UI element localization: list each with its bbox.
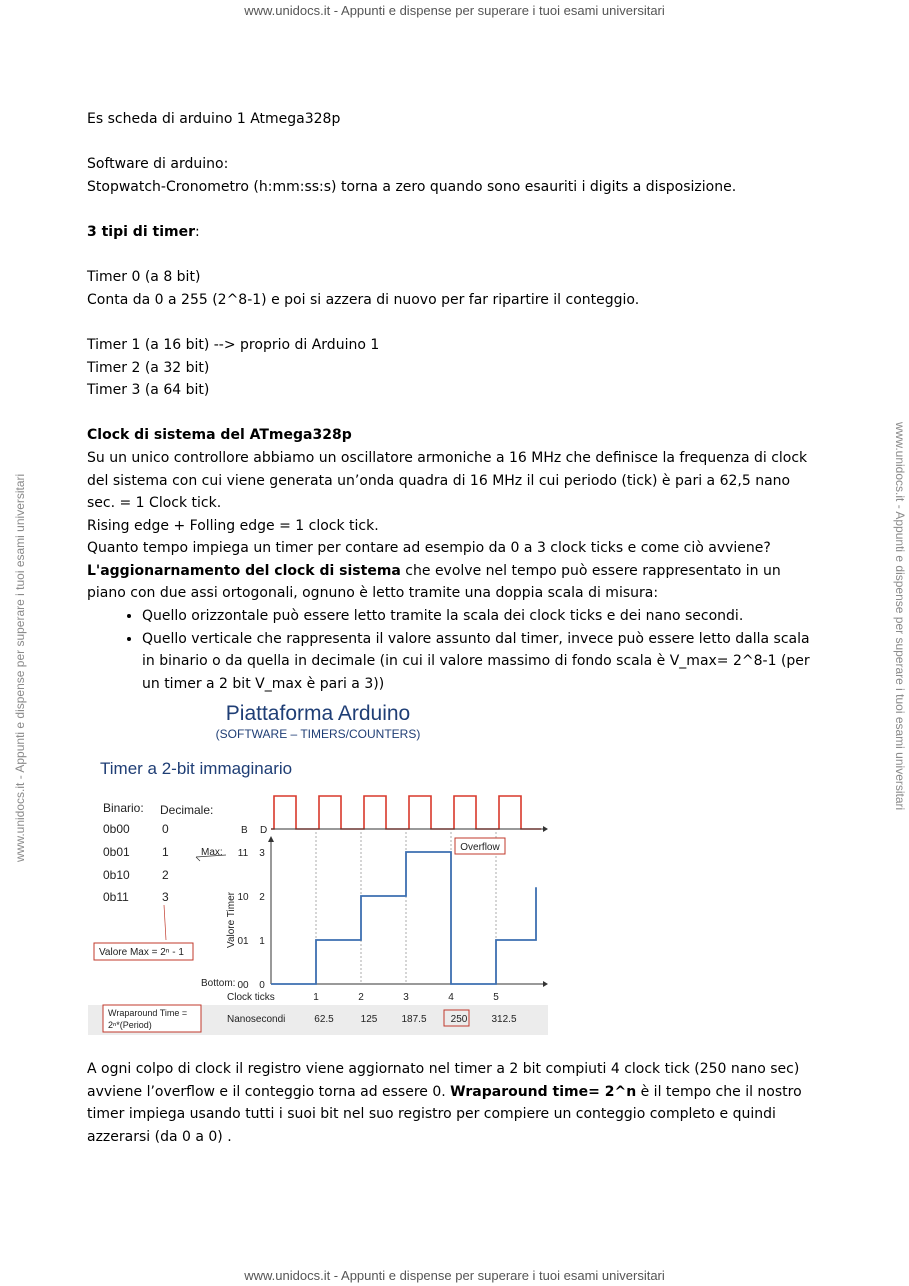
decimale-header: Decimale: xyxy=(160,803,214,817)
conclusion-paragraph xyxy=(87,1058,822,1148)
overflow-label: Overflow xyxy=(460,842,500,853)
label-b: B xyxy=(241,825,248,836)
y-tick-binary: 00 xyxy=(237,980,249,991)
timer1: Timer 1 (a 16 bit) --> proprio di Arduino 1 xyxy=(87,336,380,353)
timer0: Timer 0 (a 8 bit) xyxy=(87,269,201,286)
bottom-label: Bottom: xyxy=(201,978,236,989)
timers-heading xyxy=(87,221,822,244)
y-tick-decimal: 1 xyxy=(259,936,265,947)
row-dec-1: 1 xyxy=(162,845,169,859)
clock-tick-label: 4 xyxy=(448,992,454,1003)
footer-watermark: www.unidocs.it - Appunti e dispense per superare i tuoi esami universitari xyxy=(244,1268,665,1283)
valore-max-label: Valore Max = 2ⁿ - 1 xyxy=(99,947,184,958)
figure-subtitle: (SOFTWARE – TIMERS/COUNTERS) xyxy=(215,727,421,741)
update-paragraph xyxy=(87,560,822,605)
nanosecond-label: 125 xyxy=(360,1014,378,1025)
row-bin-2: 0b10 xyxy=(103,868,130,882)
axis-list xyxy=(87,605,822,695)
y-tick-binary: 01 xyxy=(237,936,249,947)
intro-line: Es scheda di arduino 1 Atmega328p xyxy=(87,111,341,127)
clock-ticks-label: Clock ticks xyxy=(227,992,275,1003)
y-axis-label: Valore Timer xyxy=(226,892,237,948)
row-bin-3: 0b11 xyxy=(103,890,129,904)
header-watermark: www.unidocs.it - Appunti e dispense per superare i tuoi esami universitari xyxy=(244,3,665,18)
software-title: Software di arduino: xyxy=(87,156,229,173)
clock-heading: Clock di sistema del ATmega328p xyxy=(87,427,352,444)
timers-heading-text: 3 tipi di timer xyxy=(87,223,195,240)
max-label: Max: xyxy=(201,847,223,858)
clock-tick-label: 2 xyxy=(358,992,364,1003)
row-dec-0: 0 xyxy=(162,822,169,836)
y-tick-decimal: 2 xyxy=(259,892,265,903)
y-tick-decimal: 3 xyxy=(259,848,265,859)
y-tick-binary: 10 xyxy=(237,892,249,903)
wraparound-bold: Wraparound time= 2^n xyxy=(450,1083,637,1100)
wraparound-line-1: Wraparound Time = xyxy=(108,1008,188,1018)
bullet-horizontal: • Quello orizzontale può essere letto tramite la scala dei clock ticks e dei nano secondi. xyxy=(142,605,822,628)
right-watermark: www.unidocs.it - Appunti e dispense per superare i tuoi esami universitari xyxy=(893,422,907,811)
timers-heading-colon: : xyxy=(194,223,200,240)
clock-tick-label: 1 xyxy=(313,992,319,1003)
wraparound-line-2: 2ⁿ*(Period) xyxy=(108,1020,152,1030)
figure-heading: Timer a 2-bit immaginario xyxy=(100,759,293,778)
nanosecondi-label: Nanosecondi xyxy=(227,1014,286,1025)
document-body xyxy=(87,108,822,695)
row-bin-0: 0b00 xyxy=(103,822,130,836)
clock-paragraph-2: Rising edge + Folling edge = 1 clock tick. xyxy=(87,517,379,534)
nanosecond-label: 187.5 xyxy=(401,1014,427,1025)
update-rest: che evolve nel tempo può essere rappresentato in un piano con due assi ortogonali, ognuno è letto tramite una doppia scala di misura: xyxy=(87,562,781,602)
bullet-vertical: • Quello verticale che rappresenta il valore assunto dal timer, invece può essere letto dalla scala in binario o da quella in decimale (in cui il valore massimo di fondo scala è V_max= 2^8-1 (per un timer a 2 bit V_max è pari a 3)) xyxy=(142,628,822,696)
label-d: D xyxy=(260,825,268,836)
timer2: Timer 2 (a 32 bit) xyxy=(87,359,210,376)
conclusion-text-1: A ogni colpo di clock il registro viene aggiornato nel timer a 2 bit compiuti 4 clock tick (250 nano sec) avviene l’overflow e il conteggio torna ad essere 0. xyxy=(87,1061,800,1100)
figure-title: Piattaforma Arduino xyxy=(225,702,411,725)
conclusion-text-2: è il tempo che il nostro timer impiega usando tutti i suoi bit nel suo registro per compiere un conteggio completo e quindi azzerarsi (da 0 a 0) . xyxy=(87,1083,802,1145)
clock-tick-label: 3 xyxy=(403,992,409,1003)
y-tick-decimal: 0 xyxy=(259,980,265,991)
timer3: Timer 3 (a 64 bit) xyxy=(87,382,210,399)
clock-paragraph-1: Su un unico controllore abbiamo un oscillatore armoniche a 16 MHz che definisce la frequenza di clock del sistema con cui viene generata un’onda quadra di 16 MHz il cui periodo (tick) è pari a 62,5 nano sec. = 1 Clock tick. xyxy=(87,449,808,512)
y-tick-binary: 11 xyxy=(237,848,249,859)
nanosecond-label: 62.5 xyxy=(314,1014,334,1025)
left-watermark: www.unidocs.it - Appunti e dispense per superare i tuoi esami universitari xyxy=(13,473,27,862)
update-bold: L'aggionarnamento del clock di sistema xyxy=(87,562,401,579)
timer-figure xyxy=(88,692,548,1035)
row-bin-1: 0b01 xyxy=(103,845,130,859)
software-desc: Stopwatch-Cronometro (h:mm:ss:s) torna a zero quando sono esauriti i digits a disposizione. xyxy=(87,178,737,195)
nanosecond-label: 312.5 xyxy=(491,1014,517,1025)
timer0-desc: Conta da 0 a 255 (2^8-1) e poi si azzera di nuovo per far ripartire il conteggio. xyxy=(87,291,640,308)
clock-paragraph-3: Quanto tempo impiega un timer per contare ad esempio da 0 a 3 clock ticks e come ciò avviene? xyxy=(87,540,771,557)
row-dec-3: 3 xyxy=(162,890,169,904)
nanosecond-label: 250 xyxy=(450,1014,468,1025)
row-dec-2: 2 xyxy=(162,868,169,882)
clock-tick-label: 5 xyxy=(493,992,499,1003)
binario-header: Binario: xyxy=(103,801,144,815)
